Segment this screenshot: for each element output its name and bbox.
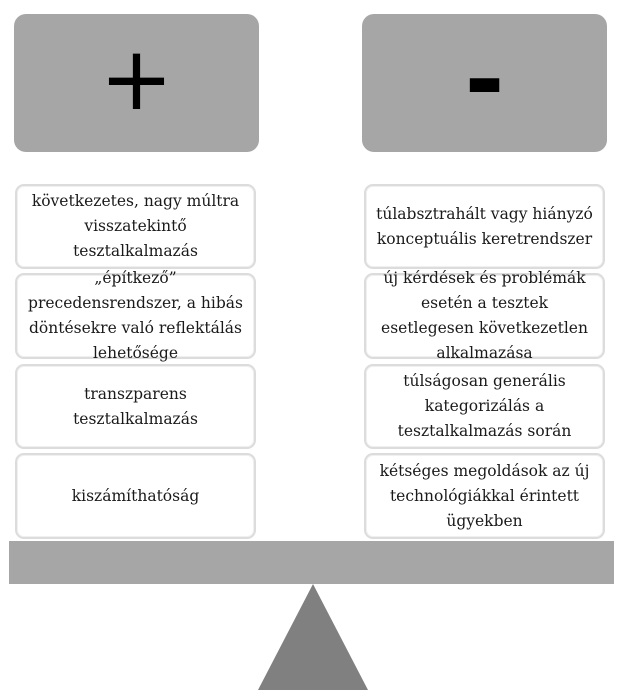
- fulcrum-shape: [258, 584, 368, 690]
- pro-item-3: transzparens tesztalkalmazás: [15, 364, 256, 449]
- con-item-4: kétséges megoldások az új technológiákkal érintett ügyekben: [364, 453, 605, 539]
- pro-item-4: kiszámíthatóság: [15, 453, 256, 539]
- plus-symbol: +: [99, 27, 174, 130]
- pros-header: [14, 14, 259, 152]
- minus-symbol: -: [464, 24, 505, 136]
- con-item-3: túlságosan generális kategorizálás a tesztalkalmazás során: [364, 364, 605, 449]
- con-item-1: túlabsztrahált vagy hiányzó konceptuális keretrendszer: [364, 184, 605, 269]
- con-item-2: új kérdések és problémák esetén a tesztek esetlegesen következetlen alkalmazása: [364, 273, 605, 359]
- balance-beam: [9, 541, 614, 584]
- pro-item-2: „építkező” precedensrendszer, a hibás döntésekre való reflektálás lehetősége: [15, 273, 256, 359]
- cons-header: [362, 14, 607, 152]
- fulcrum-triangle: [258, 584, 368, 694]
- pro-item-1: következetes, nagy múltra visszatekintő tesztalkalmazás: [15, 184, 256, 269]
